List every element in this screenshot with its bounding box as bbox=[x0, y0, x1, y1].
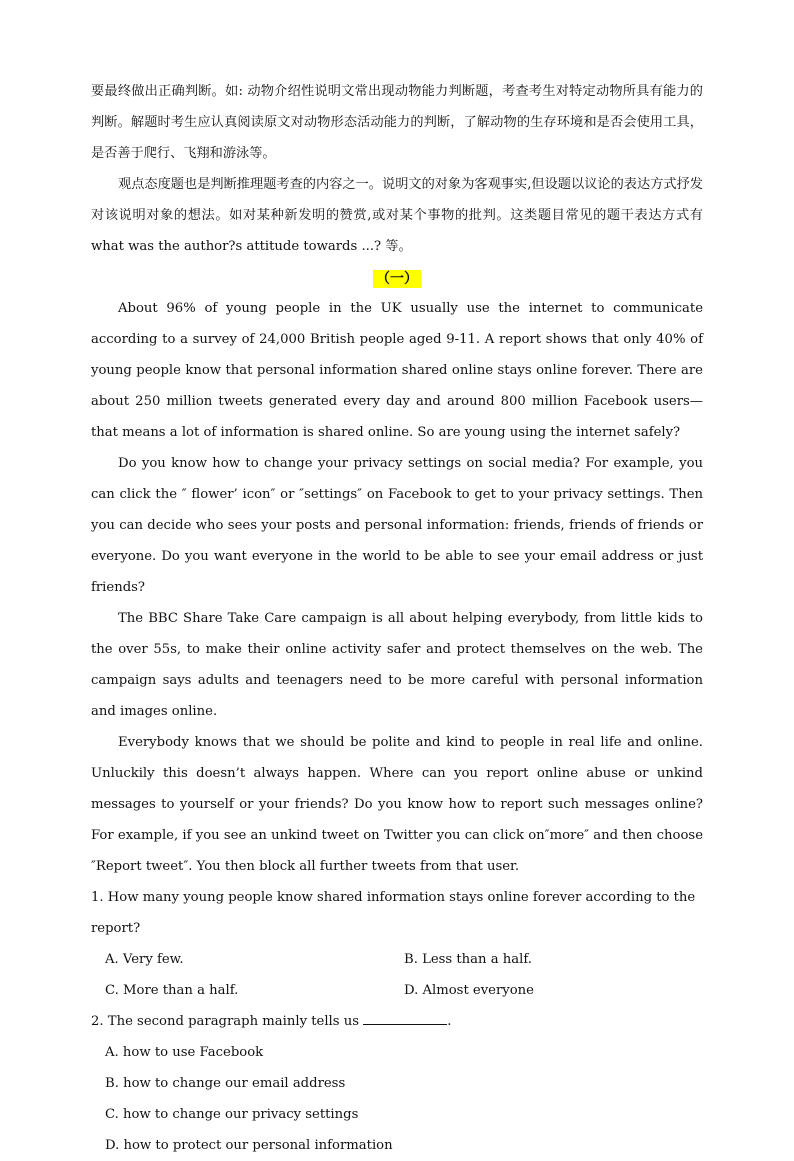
question-2-option-d: D. how to protect our personal information bbox=[105, 1138, 393, 1153]
question-2-option-b: B. how to change our email address bbox=[105, 1076, 346, 1091]
section-title-highlight: （一） bbox=[373, 270, 421, 288]
passage-paragraph-3: The BBC Share Take Care campaign is all about helping everybody, from little kids to the over 55s, to make their online activity safer and protect themselves on the web. The campaign says adults and teenagers need to be more careful with personal information and images online. bbox=[91, 611, 703, 719]
intro-paragraph-1: 要最终做出正确判断。如: 动物介绍性说明文常出现动物能力判断题，考查考生对特定动物所具有能力的判断。解题时考生应认真阅读原文对动物形态活动能力的判断，了解动物的生存环境和是否会使用工具，是否善于爬行、飞翔和游泳等。 bbox=[91, 84, 703, 161]
passage-paragraph-4: Everybody knows that we should be polite and kind to people in real life and online. Unluckily this doesn’t always happen. Where can you report online abuse or unkind messages to yourself or your friends? Do you know how to report such messages online? For example, if you see an unkind tweet on Twitter you can click on″more″ and then choose ″Report tweet″. You then block all further tweets from that user. bbox=[91, 735, 703, 874]
question-2-option-c: C. how to change our privacy settings bbox=[105, 1107, 359, 1122]
answer-blank bbox=[363, 1012, 447, 1025]
document-content bbox=[91, 76, 703, 1161]
question-2-option-a: A. how to use Facebook bbox=[105, 1045, 264, 1060]
question-1-stem: 1. How many young people know shared information stays online forever according to the report? bbox=[91, 890, 696, 936]
question-1-option-d: D. Almost everyone bbox=[404, 983, 534, 998]
passage-paragraph-2: Do you know how to change your privacy settings on social media? For example, you can click the ″ flower’ icon″ or ″settings″ on Facebook to get to your privacy settings. Then you can decide who sees your posts and personal information: friends, friends of friends or everyone. Do you want everyone in the world to be able to see your email address or just friends? bbox=[91, 456, 703, 595]
intro-paragraph-2: 观点态度题也是判断推理题考查的内容之一。说明文的对象为客观事实,但设题以议论的表达方式抒发对该说明对象的想法。如对某种新发明的赞赏,或对某个事物的批判。这类题目常见的题干表达方式有 what was the author?s attitude towards ...? 等。 bbox=[91, 177, 703, 254]
question-2-stem: 2. The second paragraph mainly tells us bbox=[91, 1014, 359, 1029]
question-1-option-b: B. Less than a half. bbox=[404, 952, 532, 967]
question-2-stem-end: . bbox=[447, 1014, 452, 1029]
question-1-option-c: C. More than a half. bbox=[105, 983, 239, 998]
question-2-stem-line bbox=[91, 1006, 703, 1037]
question-1-option-a: A. Very few. bbox=[105, 952, 184, 967]
question-1-options-row-1 bbox=[91, 944, 703, 975]
section-title bbox=[91, 262, 703, 293]
question-1-options-row-2 bbox=[91, 975, 703, 1006]
passage-paragraph-1: About 96% of young people in the UK usually use the internet to communicate according to a survey of 24,000 British people aged 9-11. A report shows that only 40% of young people know that personal information shared online stays online forever. There are about 250 million tweets generated every day and around 800 million Facebook users—that means a lot of information is shared online. So are young using the internet safely? bbox=[91, 301, 703, 440]
